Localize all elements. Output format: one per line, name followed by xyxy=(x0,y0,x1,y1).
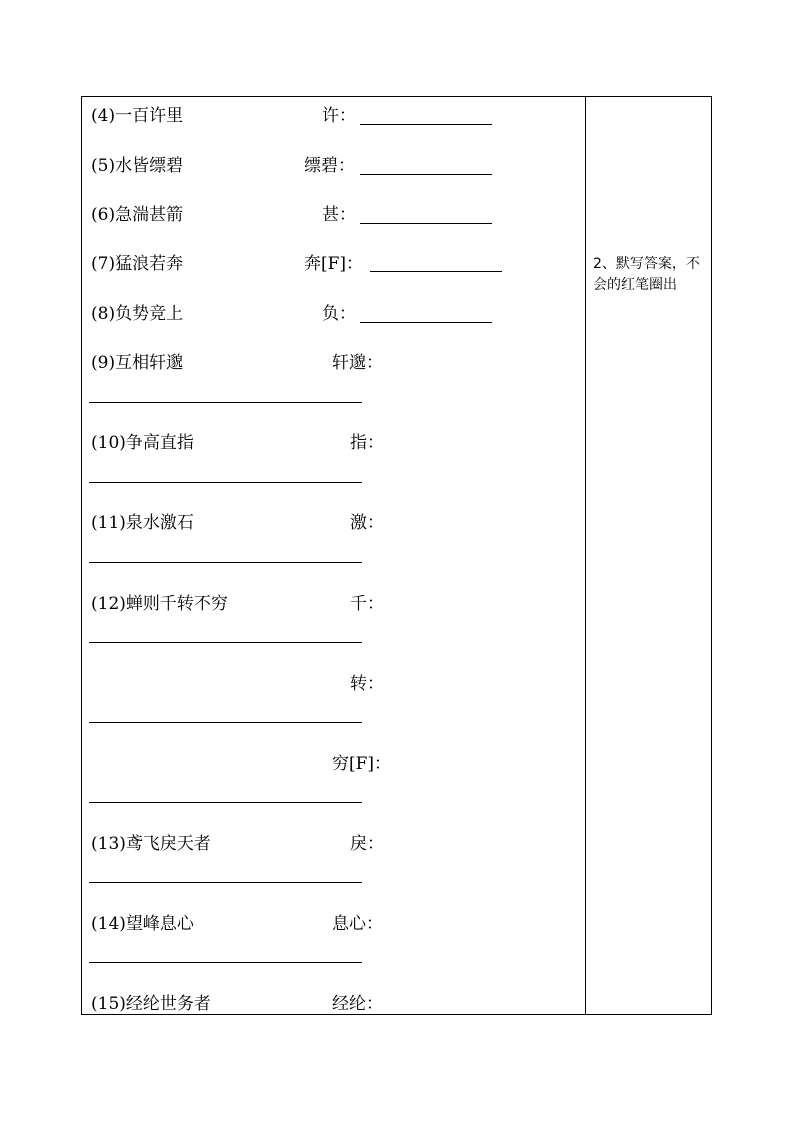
phrase-10: (10)争高直指 xyxy=(91,433,194,453)
answer-line-10[interactable] xyxy=(89,482,362,483)
term-13: 戾： xyxy=(350,834,384,854)
worksheet-table xyxy=(81,96,712,1015)
term-11: 激： xyxy=(350,513,384,533)
phrase-6: (6)急湍甚箭 xyxy=(91,205,184,225)
term-12-qiong: 穷[F]： xyxy=(332,754,392,774)
term-7: 奔[F]： xyxy=(304,254,364,274)
answer-line-5[interactable] xyxy=(360,174,492,175)
phrase-11: (11)泉水激石 xyxy=(91,513,194,533)
answer-line-12-qian[interactable] xyxy=(89,642,362,643)
term-5: 缥碧： xyxy=(304,156,355,176)
answer-line-9[interactable] xyxy=(89,402,362,403)
column-divider xyxy=(585,96,586,1015)
answer-line-7[interactable] xyxy=(370,271,502,272)
answer-line-4[interactable] xyxy=(360,124,492,125)
phrase-4: (4)一百许里 xyxy=(91,106,184,126)
answer-line-13[interactable] xyxy=(89,882,362,883)
answer-line-8[interactable] xyxy=(360,322,492,323)
phrase-12: (12)蝉则千转不穷 xyxy=(91,594,228,614)
term-12-zhuan: 转： xyxy=(350,674,384,694)
phrase-15: (15)经纶世务者 xyxy=(91,994,211,1014)
term-12-qian: 千： xyxy=(350,594,384,614)
phrase-5: (5)水皆缥碧 xyxy=(91,156,184,176)
phrase-13: (13)鸢飞戾天者 xyxy=(91,834,211,854)
answer-line-11[interactable] xyxy=(89,562,362,563)
term-10: 指： xyxy=(350,433,384,453)
phrase-14: (14)望峰息心 xyxy=(91,914,194,934)
answer-line-14[interactable] xyxy=(89,962,362,963)
instruction-note: 2、默写答案，不会的红笔圈出 xyxy=(593,256,700,293)
phrase-8: (8)负势竞上 xyxy=(91,304,184,324)
answer-line-6[interactable] xyxy=(360,223,492,224)
term-4: 许： xyxy=(322,106,356,126)
term-14: 息心： xyxy=(332,914,383,934)
phrase-9: (9)互相轩邈 xyxy=(91,353,184,373)
answer-line-12-qiong[interactable] xyxy=(89,802,362,803)
phrase-7: (7)猛浪若奔 xyxy=(91,254,184,274)
term-9: 轩邈： xyxy=(332,353,383,373)
term-15: 经纶： xyxy=(332,994,383,1014)
answer-line-12-zhuan[interactable] xyxy=(89,722,362,723)
term-8: 负： xyxy=(322,304,356,324)
term-6: 甚： xyxy=(322,205,356,225)
